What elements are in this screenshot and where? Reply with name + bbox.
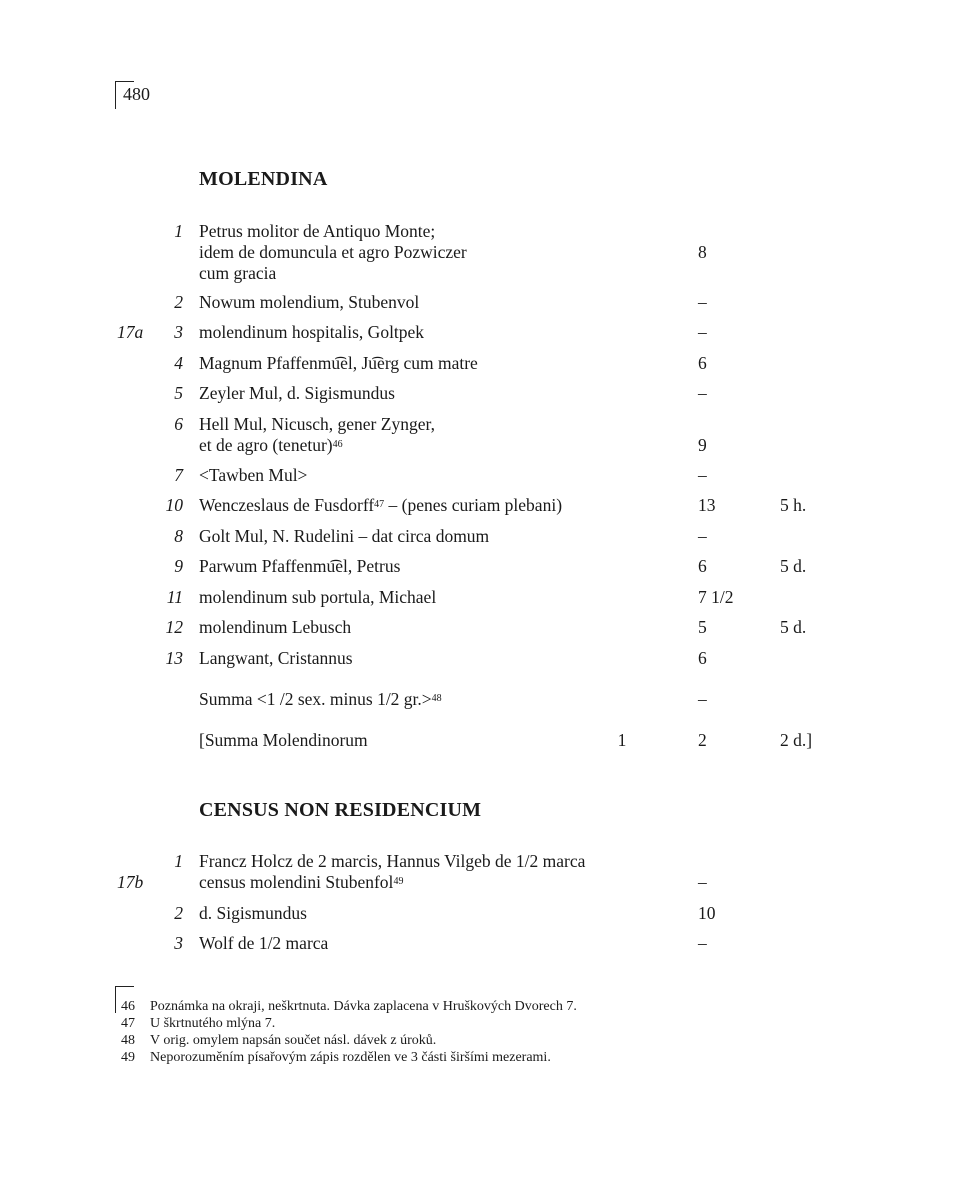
entry-number: 7 [174,465,183,485]
folio-reference: 17b [117,872,144,892]
summa-value: – [698,689,707,709]
entry-value-small: 5 d. [780,617,807,637]
entry-number: 6 [174,414,183,434]
entry-value: 6 [698,353,707,373]
footnote-ref: 48 [431,693,442,704]
entry-value: 6 [698,648,707,668]
entry-text: molendinum Lebusch [199,617,352,637]
footnote-text: V orig. omylem napsán součet násl. dávek z úroků. [150,1033,437,1048]
entry-text: Wolf de 1/2 marca [199,933,329,953]
entry-value: – [698,465,707,485]
footnote-number: 46 [121,999,135,1014]
entry-value: 8 [698,242,707,262]
entry-text: <Tawben Mul> [199,465,308,485]
entry-number: 2 [174,292,183,312]
footnote-number: 48 [121,1033,135,1048]
entry-text: Hell Mul, Nicusch, gener Zynger, et de agro (tenetur)$^{46}$ [199,414,435,455]
entry-value: – [698,322,707,342]
entry-value: – [698,292,707,312]
folio-reference: 17a [117,322,144,342]
entry-number: 2 [174,903,183,923]
footnote-text: U škrtnutého mlýna 7. [150,1016,276,1031]
summa-total-sexagena: 1 [617,730,627,750]
section-title-molendina: MOLENDINA [199,168,328,190]
entry-value: – [698,933,707,953]
entry-number: 1 [174,221,183,241]
entry-value: 9 [698,435,707,455]
entry-text: Langwant, Cristannus [199,648,353,668]
footnote-ref: 49 [393,876,404,887]
entry-value-small: 5 d. [780,556,807,576]
entry-value: – [698,383,707,403]
entry-number: 11 [166,587,183,607]
entry-value: – [698,526,707,546]
summa-text: Summa <1 /2 sex. minus 1/2 gr.>$^{48}$ [199,689,442,709]
entry-text: Zeyler Mul, d. Sigismundus [199,383,395,403]
footnote-number: 49 [121,1050,135,1065]
entry-number: 9 [174,556,183,576]
entry-value: 5 [698,617,707,637]
entry-text: Petrus molitor de Antiquo Monte; idem de domuncula et agro Pozwiczer cum gracia [199,221,467,283]
entry-text: d. Sigismundus [199,903,307,923]
footnote-text: Poznámka na okraji, neškrtnuta. Dávka zaplacena v Hruškových Dvorech 7. [150,999,577,1014]
entry-text: Magnum Pfaffenmu͡el, Ju͡erg cum matre [199,353,478,373]
entry-value-small: 5 h. [780,495,807,515]
entry-value: 13 [698,495,716,515]
footnote-ref: 47 [374,499,385,510]
entry-number: 10 [165,495,183,515]
page-number: 480 [123,84,150,104]
footnote-number: 47 [121,1016,135,1031]
entry-text: Wenczeslaus de Fusdorff$^{47}$ – (penes curiam plebani) [199,495,563,515]
entry-number: 5 [174,383,183,403]
footnote-text: Neporozuměním písařovým zápis rozdělen ve 3 části širšími mezerami. [150,1050,551,1065]
entry-text: Francz Holcz de 2 marcis, Hannus Vilgeb de 1/2 marca census molendini Stubenfol$^{49}$ [199,851,586,892]
summa-total-grossi: 2 [698,730,707,750]
entry-number: 3 [174,322,183,342]
entry-number: 8 [174,526,183,546]
entry-value: 7 1/2 [698,587,734,607]
entry-text: molendinum sub portula, Michael [199,587,437,607]
summa-total-text: [Summa Molendinorum [199,730,368,750]
entry-value: 6 [698,556,707,576]
entry-number: 3 [174,933,183,953]
entry-text: Parwum Pfaffenmu͡el, Petrus [199,556,401,576]
entry-text: Nowum molendium, Stubenvol [199,292,420,312]
entry-text: Golt Mul, N. Rudelini – dat circa domum [199,526,490,546]
entry-value: – [698,872,707,892]
entry-number: 4 [174,353,183,373]
entry-value: 10 [698,903,716,923]
section-title-census: CENSUS NON RESIDENCIUM [199,799,482,821]
entry-number: 1 [174,851,183,871]
summa-total-denarii: 2 d.] [780,730,813,750]
footnote-ref: 46 [332,439,343,450]
entry-text: molendinum hospitalis, Goltpek [199,322,425,342]
entry-number: 12 [165,617,183,637]
entry-number: 13 [165,648,183,668]
